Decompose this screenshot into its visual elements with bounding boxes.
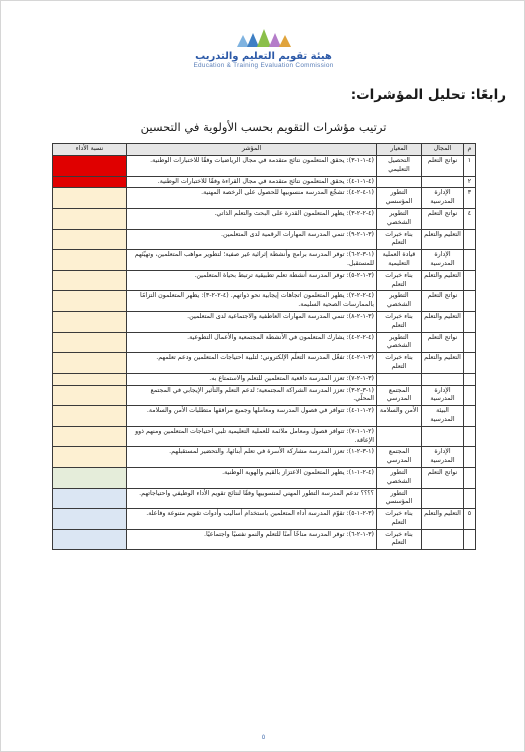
row-standard: بناء خبرات التعلم bbox=[377, 529, 422, 550]
row-indicator: (١-٣-٢-٦): توفر المدرسة برامج وأنشطة إثرائية غير صفية؛ لتطوير مواهب المتعلمين، وتهيّئهم للمستقبل. bbox=[127, 250, 377, 271]
row-standard: التطوير الشخصي bbox=[377, 332, 422, 353]
table-row bbox=[53, 208, 476, 229]
section-title: رابعًا: تحليل المؤشرات: bbox=[350, 87, 506, 103]
row-indicator: (٣-٢-١-٥): تقوّم المدرسة أداء المتعلمين باستخدام أساليب وأدوات تقويم متنوعة وفاعلة. bbox=[127, 509, 377, 530]
row-standard: التطوير الشخصي bbox=[377, 291, 422, 312]
row-standard: بناء خبرات التعلم bbox=[377, 353, 422, 374]
row-indicator: (٢-١-١-٤): تتوافر في فصول المدرسة ومعاملها وجميع مرافقها متطلبات الأمن والسلامة. bbox=[127, 406, 377, 427]
table-row bbox=[53, 270, 476, 291]
row-indicator: (١-٤-٢-٤): تشجّع المدرسة منسوبيها للحصول على الرخصة المهنية. bbox=[127, 188, 377, 209]
row-number bbox=[464, 353, 476, 374]
table-subtitle: ترتيب مؤشرات التقويم بحسب الأولوية في التحسين bbox=[140, 120, 387, 134]
row-number bbox=[464, 373, 476, 385]
row-domain: نواتج التعلم bbox=[422, 208, 464, 229]
table-row bbox=[53, 426, 476, 447]
row-indicator: (٤-٢-١-١): يظهر المتعلمون الاعتزاز بالقيم والهوية الوطنية. bbox=[127, 467, 377, 488]
table-row bbox=[53, 176, 476, 188]
row-number: ٣ bbox=[464, 188, 476, 209]
row-performance-rate bbox=[53, 156, 127, 177]
table-row bbox=[53, 188, 476, 209]
row-domain bbox=[422, 373, 464, 385]
row-indicator: (٤-٢-٢-٣): يظهر المتعلمون القدرة على البحث والتعلم الذاتي. bbox=[127, 208, 377, 229]
row-performance-rate bbox=[53, 426, 127, 447]
row-domain: نواتج التعلم bbox=[422, 467, 464, 488]
row-standard: التطور المؤسسي bbox=[377, 488, 422, 509]
row-number: ٥ bbox=[464, 509, 476, 530]
row-performance-rate bbox=[53, 385, 127, 406]
indicators-table bbox=[52, 143, 476, 550]
row-number bbox=[464, 250, 476, 271]
table-row bbox=[53, 311, 476, 332]
row-domain bbox=[422, 176, 464, 188]
row-performance-rate bbox=[53, 229, 127, 250]
row-domain: الإدارة المدرسية bbox=[422, 250, 464, 271]
row-number bbox=[464, 311, 476, 332]
row-domain: التعليم والتعلم bbox=[422, 229, 464, 250]
row-number bbox=[464, 447, 476, 468]
row-domain bbox=[422, 529, 464, 550]
row-standard bbox=[377, 373, 422, 385]
row-indicator: (٤-٢-٢-٤): يشارك المتعلمون في الأنشطة المجتمعية والأعمال التطوعية. bbox=[127, 332, 377, 353]
table-row bbox=[53, 488, 476, 509]
row-number bbox=[464, 270, 476, 291]
row-domain: الإدارة المدرسية bbox=[422, 447, 464, 468]
row-standard: التطور المؤسسي bbox=[377, 188, 422, 209]
row-performance-rate bbox=[53, 176, 127, 188]
row-performance-rate bbox=[53, 406, 127, 427]
row-domain: الإدارة المدرسية bbox=[422, 188, 464, 209]
row-performance-rate bbox=[53, 250, 127, 271]
table-row bbox=[53, 353, 476, 374]
row-number bbox=[464, 406, 476, 427]
table-row bbox=[53, 467, 476, 488]
row-performance-rate bbox=[53, 291, 127, 312]
row-domain bbox=[422, 426, 464, 447]
row-number bbox=[464, 291, 476, 312]
etec-logo-mark-icon bbox=[229, 27, 299, 49]
row-standard bbox=[377, 426, 422, 447]
header-indicator: المؤشر bbox=[127, 144, 377, 156]
row-indicator: (٣-١-٢-٦): توفر المدرسة مناخًا آمنًا للتعلم والنمو نفسيًا واجتماعيًا. bbox=[127, 529, 377, 550]
row-standard: قيادة العملية التعليمية bbox=[377, 250, 422, 271]
row-performance-rate bbox=[53, 373, 127, 385]
row-standard: بناء خبرات التعلم bbox=[377, 311, 422, 332]
row-number bbox=[464, 529, 476, 550]
row-number bbox=[464, 467, 476, 488]
row-standard: بناء خبرات التعلم bbox=[377, 270, 422, 291]
row-domain: البيئة المدرسية bbox=[422, 406, 464, 427]
row-indicator: (٣-١-٢-٧): تعزز المدرسة دافعية المتعلمين للتعلم والاستمتاع به. bbox=[127, 373, 377, 385]
header-rate: نسبة الأداء bbox=[53, 144, 127, 156]
row-performance-rate bbox=[53, 509, 127, 530]
table-row bbox=[53, 509, 476, 530]
header-num: م bbox=[464, 144, 476, 156]
row-number: ٢ bbox=[464, 176, 476, 188]
row-standard: المجتمع المدرسي bbox=[377, 447, 422, 468]
row-performance-rate bbox=[53, 488, 127, 509]
table-row bbox=[53, 406, 476, 427]
row-standard: بناء خبرات التعلم bbox=[377, 229, 422, 250]
row-standard: التطور الشخصي bbox=[377, 467, 422, 488]
row-standard: المجتمع المدرسي bbox=[377, 385, 422, 406]
header-domain: المجال bbox=[422, 144, 464, 156]
row-indicator: (٢-١-١-٧): تتوافر فصول ومعامل ملائمة للعملية التعليمية تلبي احتياجات المتعلمين ومنهم ذوو الإعاقة. bbox=[127, 426, 377, 447]
row-indicator: (١-٣-٢-٣): تعزز المدرسة الشراكة المجتمعية؛ لدعم التعلم والتأثير الإيجابي في المجتمع المحلّي. bbox=[127, 385, 377, 406]
row-performance-rate bbox=[53, 311, 127, 332]
table-row bbox=[53, 447, 476, 468]
row-standard: التطوير الشخصي bbox=[377, 208, 422, 229]
row-domain: التعليم والتعلم bbox=[422, 509, 464, 530]
logo-english-name: Education & Training Evaluation Commission bbox=[193, 62, 334, 69]
row-domain: التعليم والتعلم bbox=[422, 353, 464, 374]
logo-arabic-name: هيئة تقويم التعليم والتدريب bbox=[195, 51, 332, 62]
row-domain: الإدارة المدرسية bbox=[422, 385, 464, 406]
table-row bbox=[53, 250, 476, 271]
row-standard: الأمن والسلامة bbox=[377, 406, 422, 427]
row-standard: بناء خبرات التعلم bbox=[377, 509, 422, 530]
row-indicator: (٤-١-١-٣): يحقق المتعلمون نتائج متقدمة في مجال الرياضيات وفقًا للاختبارات الوطنية. bbox=[127, 156, 377, 177]
row-performance-rate bbox=[53, 529, 127, 550]
row-standard: التحصيل التعليمي bbox=[377, 156, 422, 177]
table-row bbox=[53, 332, 476, 353]
row-indicator: (٣-١-٢-٤): تفعّل المدرسة التعلّم الإلكتروني؛ لتلبية احتياجات المتعلمين ودعم تعلمهم. bbox=[127, 353, 377, 374]
row-number bbox=[464, 426, 476, 447]
row-domain: التعليم والتعلم bbox=[422, 311, 464, 332]
table-row bbox=[53, 291, 476, 312]
row-domain bbox=[422, 488, 464, 509]
row-indicator: (١-٣-٢-١): تعزز المدرسة مشاركة الأسرة في تعلم أبنائها، والتحضير لمستقبلهم. bbox=[127, 447, 377, 468]
row-indicator: (٤-٢-٢-٢): يظهر المتعلمون اتجاهات إيجابية نحو ذواتهم. (٤-٢-٢-٣): يظهر المتعلمون التزامًا بالممارسات الصحية السليمة. bbox=[127, 291, 377, 312]
row-indicator: (٣-١-٢-٩): تنمي المدرسة المهارات الرقمية لدى المتعلمين. bbox=[127, 229, 377, 250]
table-header-row bbox=[53, 144, 476, 156]
row-performance-rate bbox=[53, 467, 127, 488]
row-indicator: (٣-١-٢-٨): تنمي المدرسة المهارات العاطفية والاجتماعية لدى المتعلمين. bbox=[127, 311, 377, 332]
row-standard bbox=[377, 176, 422, 188]
row-number bbox=[464, 229, 476, 250]
table-row bbox=[53, 229, 476, 250]
row-domain: نواتج التعلم bbox=[422, 332, 464, 353]
table-row bbox=[53, 385, 476, 406]
row-performance-rate bbox=[53, 353, 127, 374]
row-performance-rate bbox=[53, 208, 127, 229]
row-number bbox=[464, 488, 476, 509]
row-indicator: (٤-١-١-٤): يحقق المتعلمون نتائج متقدمة في مجال القراءة وفقًا للاختبارات الوطنية. bbox=[127, 176, 377, 188]
row-number bbox=[464, 332, 476, 353]
row-performance-rate bbox=[53, 270, 127, 291]
row-domain: التعليم والتعلم bbox=[422, 270, 464, 291]
row-indicator: (٣-١-٢-٥): توفر المدرسة أنشطة تعلم تطبيقية ترتبط بحياة المتعلمين. bbox=[127, 270, 377, 291]
page-number: ٥ bbox=[261, 733, 266, 741]
row-performance-rate bbox=[53, 188, 127, 209]
row-number bbox=[464, 385, 476, 406]
row-domain: نواتج التعلم bbox=[422, 291, 464, 312]
table-row bbox=[53, 373, 476, 385]
table-row bbox=[53, 156, 476, 177]
row-performance-rate bbox=[53, 447, 127, 468]
table-row bbox=[53, 529, 476, 550]
row-indicator: ؟؟؟؟ تدعم المدرسة التطور المهني لمنسوبيها وفقًا لنتائج تقويم الأداء الوظيفي واحتياجاتهم. bbox=[127, 488, 377, 509]
row-number: ٤ bbox=[464, 208, 476, 229]
etec-logo bbox=[1, 27, 525, 69]
row-performance-rate bbox=[53, 332, 127, 353]
row-number: ١ bbox=[464, 156, 476, 177]
header-standard: المعيار bbox=[377, 144, 422, 156]
row-domain: نواتج التعلم bbox=[422, 156, 464, 177]
